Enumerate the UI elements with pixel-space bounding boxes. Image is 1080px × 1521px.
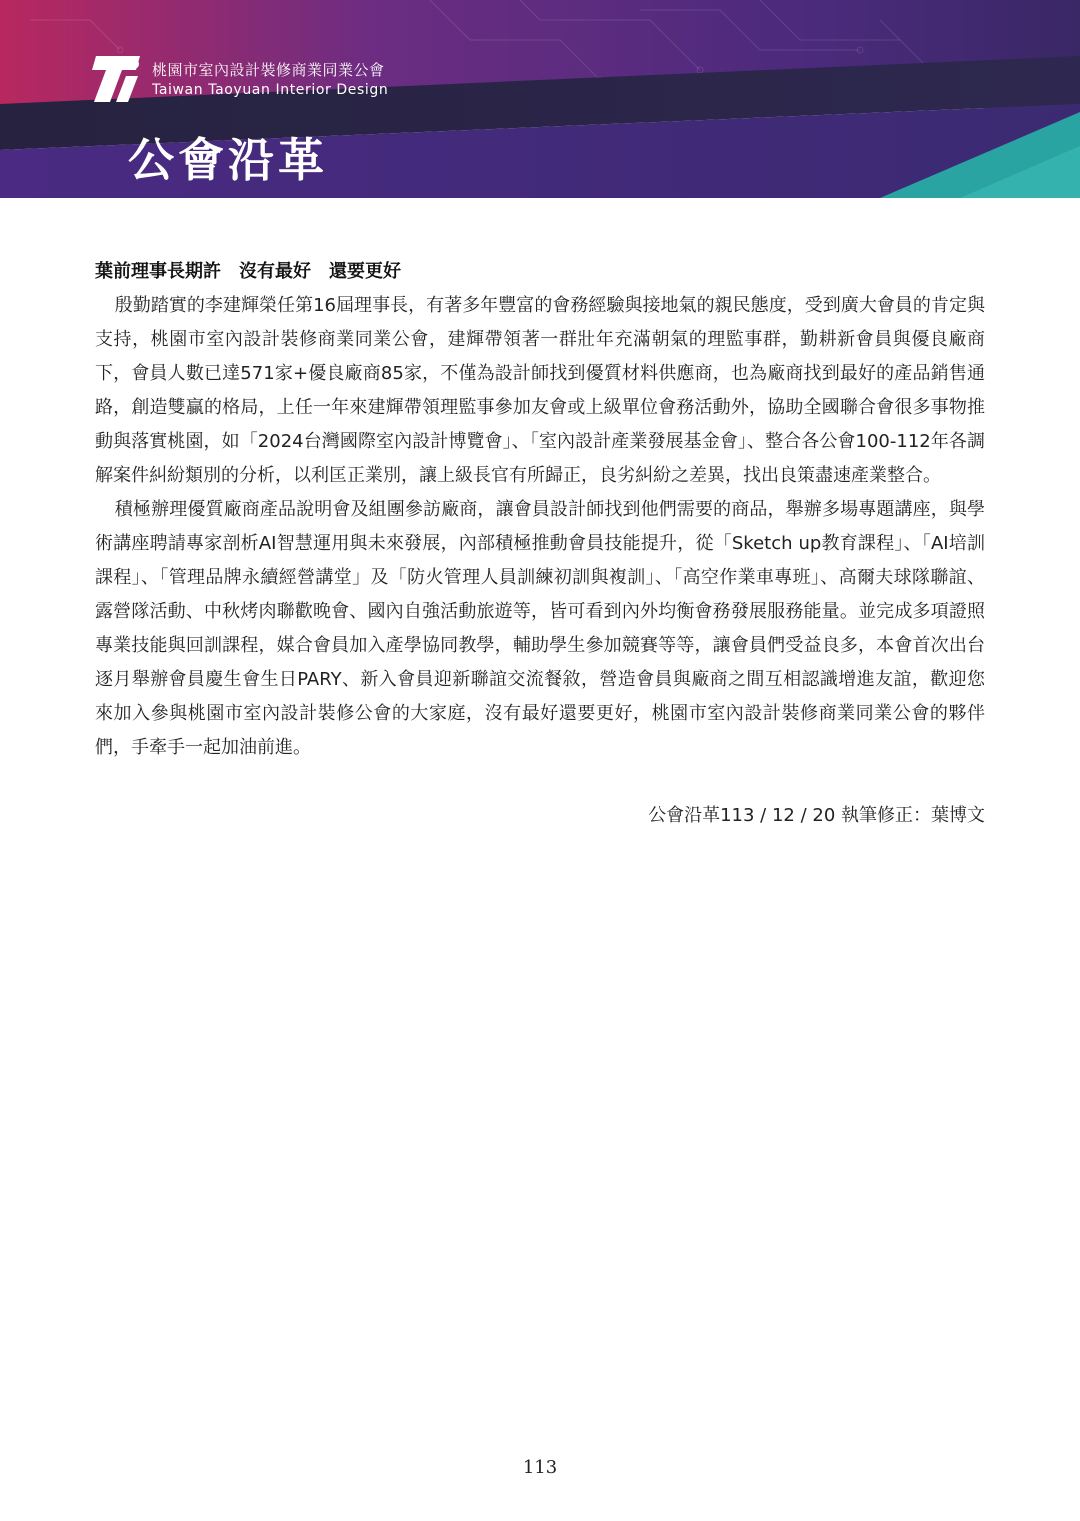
page-number: 113	[522, 1457, 558, 1478]
article-paragraph-1: 殷勤踏實的李建輝榮任第16屆理事長，有著多年豐富的會務經驗與接地氣的親民態度，受到廣大會員的肯定與支持，桃園市室內設計裝修商業同業公會，建輝帶領著一群壯年充滿朝氣的理監事群，勤耕新會員與優良廠商下，會員人數已達571家+優良廠商85家，不僅為設計師找到優質材料供應商，也為廠商找到最好的產品銷售通路，創造雙贏的格局，上任一年來建輝帶領理監事參加友會或上級單位會務活動外，協助全國聯合會很多事物推動與落實桃園，如「2024台灣國際室內設計博覽會」、「室內設計產業發展基金會」、整合各公會100-112年各調解案件糾紛類別的分析，以利匡正業別，讓上級長官有所歸正，良劣糾紛之差異，找出良策盡速產業整合。	[95, 295, 985, 486]
logo-english-name: Taiwan Taoyuan Interior Design	[152, 82, 389, 98]
header-bottom-edge	[0, 198, 1080, 205]
article-paragraph-2: 積極辦理優質廠商產品說明會及組團參訪廠商，讓會員設計師找到他們需要的商品，舉辦多場專題講座，與學術講座聘請專家剖析AI智慧運用與未來發展，內部積極推動會員技能提升，從「Sketch up教育課程」、「AI培訓課程」、「管理品牌永續經營講堂」及「防火管理人員訓練初訓與複訓」、「高空作業車專班」、高爾夫球隊聯誼、露營隊活動、中秋烤肉聯歡晚會、國內自強活動旅遊等，皆可看到內外均衡會務發展服務能量。並完成多項證照專業技能與回訓課程，媒合會員加入產學協同教學，輔助學生參加競賽等等，讓會員們受益良多，本會首次出台逐月舉辦會員慶生會生日PARY、新入會員迎新聯誼交流餐敘，營造會員與廠商之間互相認識增進友誼，歡迎您來加入參與桃園市室內設計裝修公會的大家庭，沒有最好還要更好，桃園市室內設計裝修商業同業公會的夥伴們，手牽手一起加油前進。	[95, 499, 985, 758]
article-subtitle: 葉前理事長期許 沒有最好 還要更好	[95, 261, 401, 282]
page-header	[0, 0, 1080, 205]
article-body	[95, 255, 985, 833]
logo-chinese-name: 桃園市室內設計裝修商業同業公會	[152, 61, 385, 79]
page-title: 公會沿革	[128, 133, 328, 187]
logo-text	[152, 60, 388, 100]
article-signature: 公會沿革113 / 12 / 20 執筆修正：葉博文	[648, 805, 985, 826]
